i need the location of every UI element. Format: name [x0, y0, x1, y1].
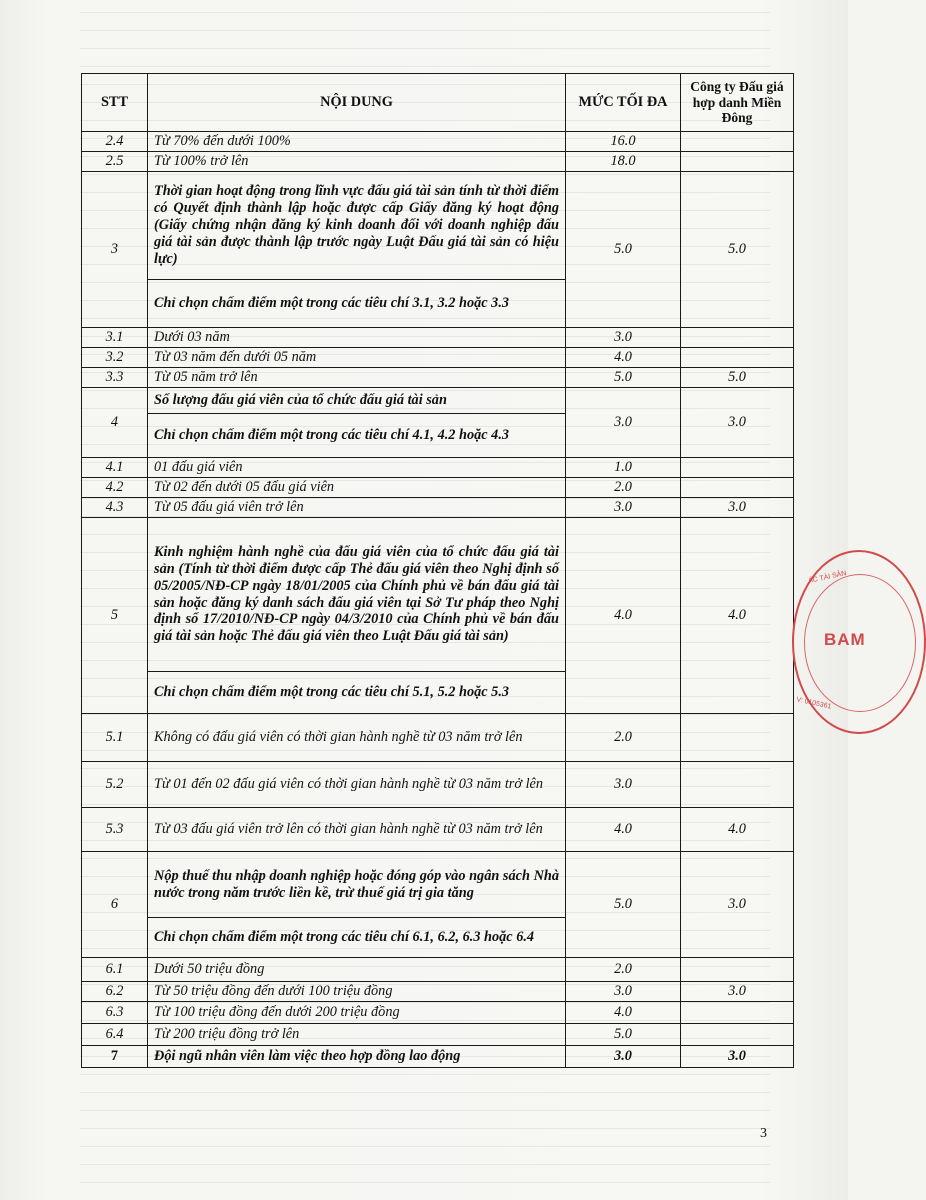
row-score: 5.0: [681, 368, 794, 388]
row-score: 5.0: [681, 172, 794, 328]
header-company: Công ty Đấu giá hợp danh Miền Đông: [681, 74, 794, 132]
row-content: Kinh nghiệm hành nghề của đấu giá viên của tổ chức đấu giá tài sản (Tính từ thời điểm được cấp Thẻ đấu giá viên theo Nghị định số 05/2005/NĐ-CP ngày 18/01/2005 của Chính phủ về bán đấu giá tài sản hoặc đăng ký danh sách đấu giá viên tại Sở Tư pháp theo Nghị định số 17/2010/NĐ-CP ngày 04/3/2010 của Chính phủ về bán đấu giá tài sản hoặc Thẻ đấu giá viên theo Luật Đấu giá tài sản): [148, 518, 566, 672]
table-row: [82, 152, 794, 172]
row-score: 3.0: [681, 982, 794, 1002]
company-seal: [792, 550, 926, 734]
row-content: Dưới 50 triệu đồng: [148, 958, 566, 982]
row-max: 4.0: [566, 518, 681, 714]
row-content: 01 đấu giá viên: [148, 458, 566, 478]
page-number: 3: [760, 1126, 767, 1141]
table-row: [82, 982, 794, 1002]
row-subnote: Chỉ chọn chấm điểm một trong các tiêu chí 5.1, 5.2 hoặc 5.3: [148, 672, 566, 714]
row-score: [681, 714, 794, 762]
row-stt: 2.5: [82, 152, 148, 172]
row-max: 3.0: [566, 1046, 681, 1068]
table-row-section: [82, 388, 794, 414]
table-row: [82, 958, 794, 982]
row-max: 2.0: [566, 958, 681, 982]
row-content: Từ 02 đến dưới 05 đấu giá viên: [148, 478, 566, 498]
row-stt: 4.3: [82, 498, 148, 518]
row-score: [681, 348, 794, 368]
table-row: [82, 328, 794, 348]
row-max: 4.0: [566, 348, 681, 368]
row-max: 4.0: [566, 1002, 681, 1024]
row-score: [681, 328, 794, 348]
row-stt: 7: [82, 1046, 148, 1068]
row-max: 5.0: [566, 172, 681, 328]
header-content: NỘI DUNG: [148, 74, 566, 132]
header-max-score: MỨC TỐI ĐA: [566, 74, 681, 132]
row-content: Từ 100% trở lên: [148, 152, 566, 172]
table-row: [82, 714, 794, 762]
row-stt: 5.2: [82, 762, 148, 808]
row-max: 5.0: [566, 1024, 681, 1046]
row-score: [681, 132, 794, 152]
row-score: 3.0: [681, 388, 794, 458]
row-stt: 3.3: [82, 368, 148, 388]
table-row: [82, 368, 794, 388]
row-content: Số lượng đấu giá viên của tổ chức đấu giá tài sản: [148, 388, 566, 414]
table-row-section: [82, 172, 794, 280]
row-content: Đội ngũ nhân viên làm việc theo hợp đồng lao động: [148, 1046, 566, 1068]
row-max: 5.0: [566, 368, 681, 388]
row-subnote: Chỉ chọn chấm điểm một trong các tiêu chí 4.1, 4.2 hoặc 4.3: [148, 414, 566, 458]
row-score: [681, 478, 794, 498]
row-max: 2.0: [566, 478, 681, 498]
table-row-section: [82, 1046, 794, 1068]
row-stt: 6: [82, 852, 148, 958]
table-row: [82, 1024, 794, 1046]
row-stt: 6.3: [82, 1002, 148, 1024]
seal-bottom-text: V: 0105361: [795, 696, 832, 711]
row-max: 2.0: [566, 714, 681, 762]
table-row: [82, 762, 794, 808]
seal-top-text: ÁC TÀI SẢN: [807, 570, 848, 585]
row-stt: 6.1: [82, 958, 148, 982]
table-row: [82, 132, 794, 152]
table-row: [82, 478, 794, 498]
row-max: 3.0: [566, 498, 681, 518]
table-row: [82, 1002, 794, 1024]
scoring-table: [81, 73, 794, 1068]
row-max: 4.0: [566, 808, 681, 852]
row-score: [681, 458, 794, 478]
header-stt: STT: [82, 74, 148, 132]
row-stt: 4.1: [82, 458, 148, 478]
row-content: Từ 03 năm đến dưới 05 năm: [148, 348, 566, 368]
table-row: [82, 348, 794, 368]
row-score: 3.0: [681, 852, 794, 958]
row-score: 3.0: [681, 498, 794, 518]
row-content: Từ 100 triệu đồng đến dưới 200 triệu đồng: [148, 1002, 566, 1024]
table-row-section: [82, 852, 794, 918]
row-content: Từ 01 đến 02 đấu giá viên có thời gian hành nghề từ 03 năm trở lên: [148, 762, 566, 808]
row-score: [681, 1002, 794, 1024]
row-max: 3.0: [566, 388, 681, 458]
row-max: 5.0: [566, 852, 681, 958]
row-content: Dưới 03 năm: [148, 328, 566, 348]
row-stt: 4: [82, 388, 148, 458]
row-max: 3.0: [566, 982, 681, 1002]
table-row-section: [82, 518, 794, 672]
row-score: 4.0: [681, 518, 794, 714]
row-stt: 4.2: [82, 478, 148, 498]
row-stt: 6.2: [82, 982, 148, 1002]
row-content: Từ 05 năm trở lên: [148, 368, 566, 388]
row-score: [681, 152, 794, 172]
row-max: 16.0: [566, 132, 681, 152]
row-score: [681, 762, 794, 808]
row-max: 18.0: [566, 152, 681, 172]
row-content: Từ 03 đấu giá viên trở lên có thời gian hành nghề từ 03 năm trở lên: [148, 808, 566, 852]
row-content: Nộp thuế thu nhập doanh nghiệp hoặc đóng góp vào ngân sách Nhà nước trong năm trước liền kề, trừ thuế giá trị gia tăng: [148, 852, 566, 918]
row-content: Thời gian hoạt động trong lĩnh vực đấu giá tài sản tính từ thời điểm có Quyết định thành lập hoặc được cấp Giấy đăng ký hoạt động (Giấy chứng nhận đăng ký kinh doanh đối với doanh nghiệp đấu giá tài sản được thành lập trước ngày Luật Đấu giá tài sản có hiệu lực): [148, 172, 566, 280]
row-score: 4.0: [681, 808, 794, 852]
row-stt: 3.2: [82, 348, 148, 368]
row-stt: 3: [82, 172, 148, 328]
row-stt: 6.4: [82, 1024, 148, 1046]
row-score: [681, 958, 794, 982]
row-stt: 3.1: [82, 328, 148, 348]
table-row: [82, 458, 794, 478]
row-content: Từ 70% đến dưới 100%: [148, 132, 566, 152]
table-row: [82, 498, 794, 518]
row-max: 1.0: [566, 458, 681, 478]
row-stt: 2.4: [82, 132, 148, 152]
row-stt: 5.3: [82, 808, 148, 852]
row-max: 3.0: [566, 328, 681, 348]
row-content: Từ 50 triệu đồng đến dưới 100 triệu đồng: [148, 982, 566, 1002]
row-stt: 5.1: [82, 714, 148, 762]
row-score: [681, 1024, 794, 1046]
row-subnote: Chỉ chọn chấm điểm một trong các tiêu chí 6.1, 6.2, 6.3 hoặc 6.4: [148, 918, 566, 958]
row-content: Từ 200 triệu đồng trở lên: [148, 1024, 566, 1046]
row-content: Từ 05 đấu giá viên trở lên: [148, 498, 566, 518]
row-max: 3.0: [566, 762, 681, 808]
seal-center-text: BAM: [824, 630, 866, 649]
row-content: Không có đấu giá viên có thời gian hành nghề từ 03 năm trở lên: [148, 714, 566, 762]
row-subnote: Chỉ chọn chấm điểm một trong các tiêu chí 3.1, 3.2 hoặc 3.3: [148, 280, 566, 328]
table-header-row: [82, 74, 794, 132]
table-row: [82, 808, 794, 852]
row-stt: 5: [82, 518, 148, 714]
row-score: 3.0: [681, 1046, 794, 1068]
